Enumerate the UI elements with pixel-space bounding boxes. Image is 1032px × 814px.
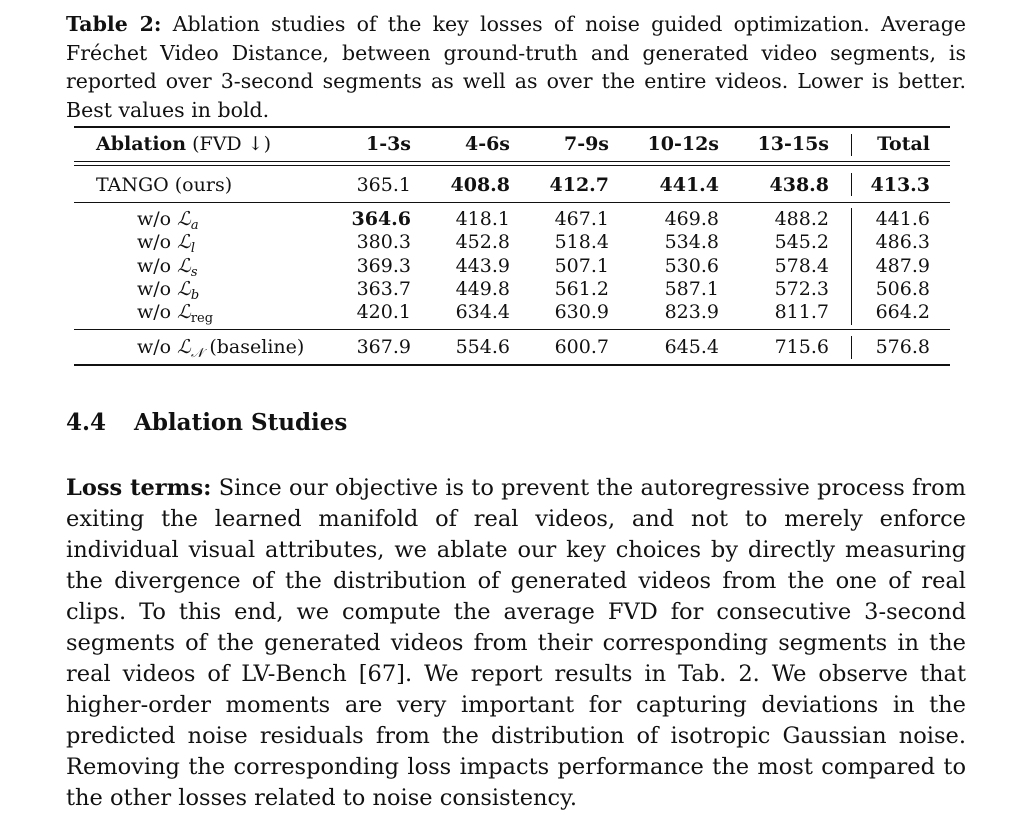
- table-caption-label: Table 2:: [66, 12, 162, 36]
- table-top-rule: [74, 126, 950, 128]
- table-header-col: Total: [877, 133, 930, 155]
- table-cell-main-value: 412.7: [549, 174, 609, 196]
- table-row-label-ablation: w/o ℒ$_b$: [137, 278, 200, 303]
- table-cell-ablation-value: 441.6: [875, 208, 930, 230]
- table-cell-ablation-value: 518.4: [554, 231, 609, 253]
- table-cell-ablation-value: 488.2: [774, 208, 829, 230]
- table-cell-ablation-value: 578.4: [774, 255, 829, 277]
- section-heading: [66, 409, 347, 436]
- table-cell-ablation-value: 630.9: [554, 301, 609, 323]
- table-row-label-ablation: w/o ℒ$_s$: [137, 255, 198, 280]
- table-cell-baseline-value: 600.7: [554, 336, 609, 358]
- table-cell-main-value: 365.1: [356, 174, 411, 196]
- table-header-col: 10-12s: [647, 133, 719, 155]
- table-header-rule-2: [74, 165, 950, 166]
- table-cell-ablation-value: 487.9: [875, 255, 930, 277]
- table-cell-ablation-value: 452.8: [455, 231, 510, 253]
- table-row-label-ablation: w/o ℒ$_{reg}$: [137, 301, 214, 326]
- table-header-rule-1: [74, 161, 950, 162]
- table-header-col: 4-6s: [464, 133, 510, 155]
- table-cell-ablation-value: 534.8: [664, 231, 719, 253]
- table-cell-ablation-value: 634.4: [455, 301, 510, 323]
- table-cell-baseline-value: 554.6: [455, 336, 510, 358]
- table-cell-ablation-value: 561.2: [554, 278, 609, 300]
- table-cell-ablation-value: 363.7: [356, 278, 411, 300]
- section-number: 4.4: [66, 409, 107, 436]
- paragraph-lead: Loss terms:: [66, 475, 212, 501]
- table-cell-ablation-value: 545.2: [774, 231, 829, 253]
- table-cell-main-value: 441.4: [659, 174, 719, 196]
- table-cell-ablation-value: 469.8: [664, 208, 719, 230]
- table-cell-ablation-value: 811.7: [774, 301, 829, 323]
- table-cell-main-value: 413.3: [870, 174, 930, 196]
- table-cell-main-value: 408.8: [450, 174, 510, 196]
- table-cell-ablation-value: 530.6: [664, 255, 719, 277]
- paragraph-text: Since our objective is to prevent the autoregressive process from exiting the learned manifold of real videos, and not to merely enforce individual visual attributes, we ablate our key choices by directly measuring the divergence of the distribution of generated videos from the one of real clips. To this end, we compute the average FVD for consecutive 3-second segments of the generated videos from their corresponding segments in the real videos of LV-Bench [67]. We report results in Tab. 2. We observe that higher-order moments are very important for capturing deviations in the predicted noise residuals from the distribution of isotropic Gaussian noise. Removing the corresponding loss impacts performance the most compared to the other losses related to noise consistency.: [66, 475, 966, 811]
- table-row-label-baseline: w/o ℒ$_𝒩$ (baseline): [137, 336, 305, 361]
- table-cell-ablation-value: 664.2: [875, 301, 930, 323]
- table-caption-text: Ablation studies of the key losses of noise guided optimization. Average Fréchet Video Distance, between ground-truth and generated video segments, is reported over 3-second segments as well as over the entire videos. Lower is better. Best values in bold.: [66, 12, 966, 122]
- table-header-col: 13-15s: [757, 133, 829, 155]
- table-cell-ablation-value: 823.9: [664, 301, 719, 323]
- table-vbar-header: [851, 134, 852, 156]
- section-title: Ablation Studies: [134, 409, 348, 436]
- table-cell-ablation-value: 506.8: [875, 278, 930, 300]
- table-caption: [66, 10, 966, 124]
- table-cell-baseline-value: 576.8: [875, 336, 930, 358]
- table-vbar-main: [851, 173, 852, 196]
- table-cell-ablation-value: 418.1: [455, 208, 510, 230]
- table-header-ablation: Ablation (FVD ↓): [96, 133, 272, 155]
- table-cell-ablation-value: 449.8: [455, 278, 510, 300]
- table-cell-main-value: 438.8: [769, 174, 829, 196]
- table-cell-ablation-value: 443.9: [455, 255, 510, 277]
- table-header-col: 1-3s: [365, 133, 411, 155]
- body-paragraph: [66, 473, 966, 814]
- table-main-rule: [74, 202, 950, 203]
- table-row-label-main: TANGO (ours): [96, 174, 233, 196]
- table-header-col: 7-9s: [563, 133, 609, 155]
- table-cell-baseline-value: 367.9: [356, 336, 411, 358]
- table-vbar-ablations: [851, 208, 852, 325]
- table-row-label-ablation: w/o ℒ$_l$: [137, 231, 196, 256]
- table-cell-baseline-value: 715.6: [774, 336, 829, 358]
- table-cell-ablation-value: 587.1: [664, 278, 719, 300]
- table-cell-ablation-value: 467.1: [554, 208, 609, 230]
- table-cell-baseline-value: 645.4: [664, 336, 719, 358]
- table-cell-ablation-value: 486.3: [875, 231, 930, 253]
- table-vbar-baseline: [851, 336, 852, 359]
- table-cell-ablation-value: 507.1: [554, 255, 609, 277]
- table-cell-ablation-value: 420.1: [356, 301, 411, 323]
- table-cell-ablation-value: 572.3: [774, 278, 829, 300]
- table-cell-ablation-value: 369.3: [356, 255, 411, 277]
- table-row-label-ablation: w/o ℒ$_a$: [137, 208, 199, 233]
- table-cell-ablation-value: 364.6: [351, 208, 411, 230]
- table-cell-ablation-value: 380.3: [356, 231, 411, 253]
